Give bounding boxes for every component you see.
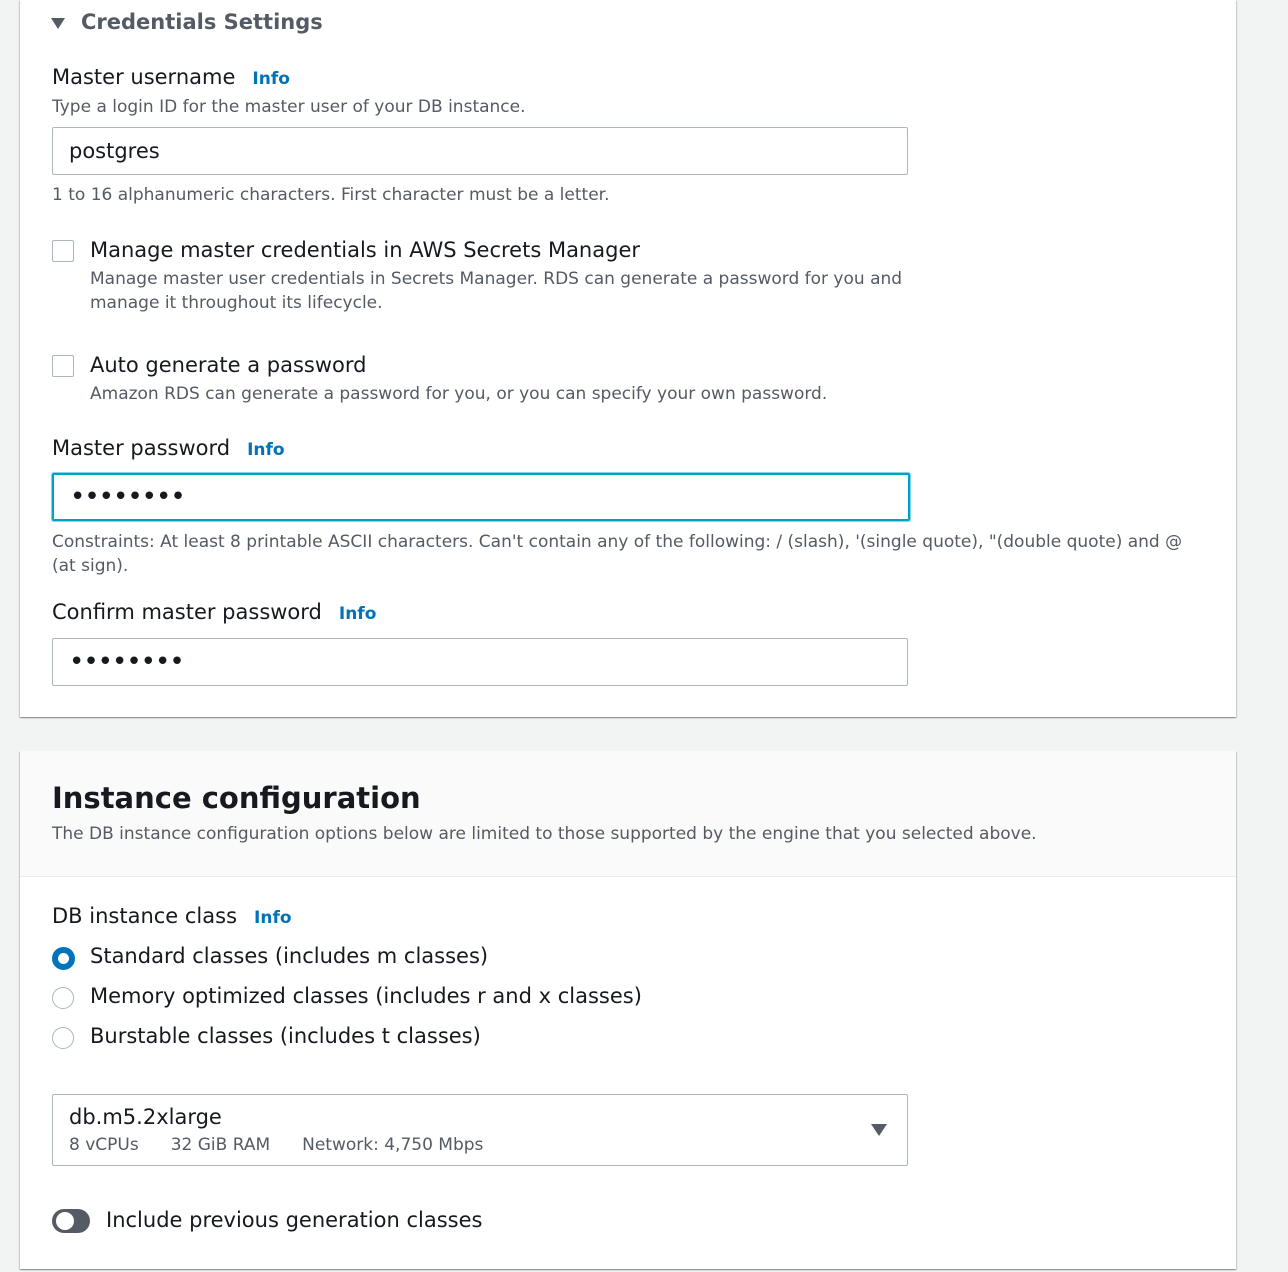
secrets-manager-description: Manage master user credentials in Secrets Manager. RDS can generate a password for you and manage it throughout its lifecycle. xyxy=(90,269,903,313)
master-password-label xyxy=(52,436,285,460)
caret-down-icon xyxy=(51,18,65,29)
credentials-panel xyxy=(20,0,1236,717)
info-link[interactable]: Info xyxy=(254,908,292,928)
master-username-constraint: 1 to 16 alphanumeric characters. First character must be a letter. xyxy=(52,185,610,205)
auto-generate-description: Amazon RDS can generate a password for you, or you can specify your own password. xyxy=(90,384,828,404)
secrets-manager-label[interactable]: Manage master credentials in AWS Secrets Manager xyxy=(90,238,640,262)
radio-memory-optimized-classes[interactable] xyxy=(52,987,74,1009)
panel-header xyxy=(20,751,1236,877)
radio-standard-classes[interactable] xyxy=(52,947,75,970)
instance-class-specs xyxy=(69,1135,515,1155)
confirm-password-label xyxy=(52,600,376,624)
previous-generation-label: Include previous generation classes xyxy=(106,1208,483,1232)
secrets-manager-checkbox[interactable] xyxy=(52,240,74,262)
spec-network: Network: 4,750 Mbps xyxy=(302,1135,484,1155)
confirm-password-input[interactable]: •••••••• xyxy=(52,638,908,686)
field-label: Confirm master password xyxy=(52,600,322,624)
field-label: Master password xyxy=(52,436,231,460)
master-password-constraint: Constraints: At least 8 printable ASCII characters. Can't contain any of the following: / (slash), '(single quote), "(double quote) and @ (at sign). xyxy=(52,532,1183,576)
instance-configuration-panel xyxy=(20,751,1236,1269)
dropdown-arrow-icon xyxy=(871,1124,887,1136)
radio-label-memory[interactable]: Memory optimized classes (includes r and x classes) xyxy=(90,984,642,1008)
section-title: Credentials Settings xyxy=(81,10,323,34)
master-password-input[interactable]: •••••••• xyxy=(52,473,910,521)
master-username-label xyxy=(52,65,290,89)
credentials-settings-toggle[interactable] xyxy=(51,10,323,34)
master-username-input[interactable]: postgres xyxy=(52,127,908,175)
previous-generation-toggle[interactable] xyxy=(52,1209,90,1233)
auto-generate-label[interactable]: Auto generate a password xyxy=(90,353,367,377)
spec-ram: 32 GiB RAM xyxy=(170,1135,271,1155)
toggle-knob xyxy=(56,1212,74,1230)
selected-instance-class: db.m5.2xlarge xyxy=(69,1105,222,1129)
panel-description: The DB instance configuration options below are limited to those supported by the engine that you selected above. xyxy=(52,824,1037,844)
panel-title: Instance configuration xyxy=(52,781,421,815)
info-link[interactable]: Info xyxy=(338,604,377,624)
master-username-description: Type a login ID for the master user of your DB instance. xyxy=(52,97,526,117)
radio-label-standard[interactable]: Standard classes (includes m classes) xyxy=(90,944,489,968)
db-instance-class-label xyxy=(52,904,292,928)
auto-generate-checkbox[interactable] xyxy=(52,355,74,377)
info-link[interactable]: Info xyxy=(247,440,285,460)
field-label: DB instance class xyxy=(52,904,238,928)
db-instance-class-select[interactable] xyxy=(52,1094,908,1166)
info-link[interactable]: Info xyxy=(252,69,290,89)
radio-burstable-classes[interactable] xyxy=(52,1027,74,1049)
radio-label-burstable[interactable]: Burstable classes (includes t classes) xyxy=(90,1024,481,1048)
field-label: Master username xyxy=(52,65,236,89)
spec-vcpus: 8 vCPUs xyxy=(69,1135,139,1155)
